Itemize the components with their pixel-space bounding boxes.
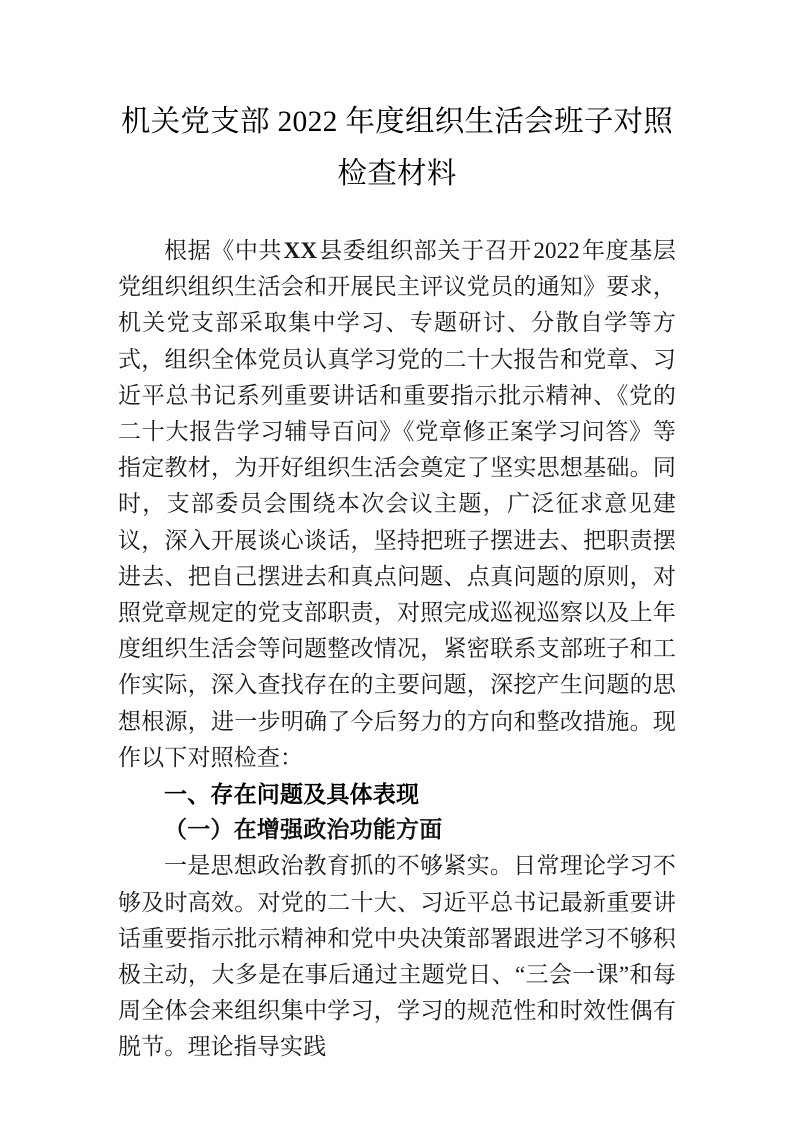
subsection-body-paragraph: 一是思想政治教育抓的不够紧实。日常理论学习不够及时高效。对党的二十大、习近平总书记最新重要讲话重要指示批示精神和党中央决策部署跟进学习不够积极主动，大多是在事后通过主题党日、“三会一课”和每周全体会来组织集中学习，学习的规范性和时效性偶有脱节。理论指导实践 [118,853,676,1060]
page-title-line-2: 检查材料 [337,158,457,190]
opening-paragraph: 根据《中共XX县委组织部关于召开2022年度基层党组织组织生活会和开展民主评议党员的通知》要求，机关党支部采取集中学习、专题研讨、分散自学等方式，组织全体党员认真学习党的二十大报告和党章、习近平总书记系列重要讲话和重要指示批示精神、《党的二十大报告学习辅导百问》《党章修正案学习问答》等指定教材，为开好组织生活会奠定了坚实思想基础。同时，支部委员会围绕本次会议主题，广泛征求意见建议，深入开展谈心谈话，坚持把班子摆进去、把职责摆进去、把自己摆进去和真点问题、点真问题的原则，对照党章规定的党支部职责，对照完成巡视巡察以及上年度组织生活会等问题整改情况，紧密联系支部班子和工作实际，深入查找存在的主要问题，深挖产生问题的思想根源，进一步明确了今后努力的方向和整改措施。现作以下对照检查： [118,238,676,770]
subsection-heading-one: （一）在增强政治功能方面 [164,817,443,843]
page-title-line-1: 机关党支部 2022 年度组织生活会班子对照 [120,106,674,138]
page-title [118,96,676,200]
document-content [118,96,676,1066]
section-heading-one: 一、存在问题及具体表现 [164,781,420,808]
